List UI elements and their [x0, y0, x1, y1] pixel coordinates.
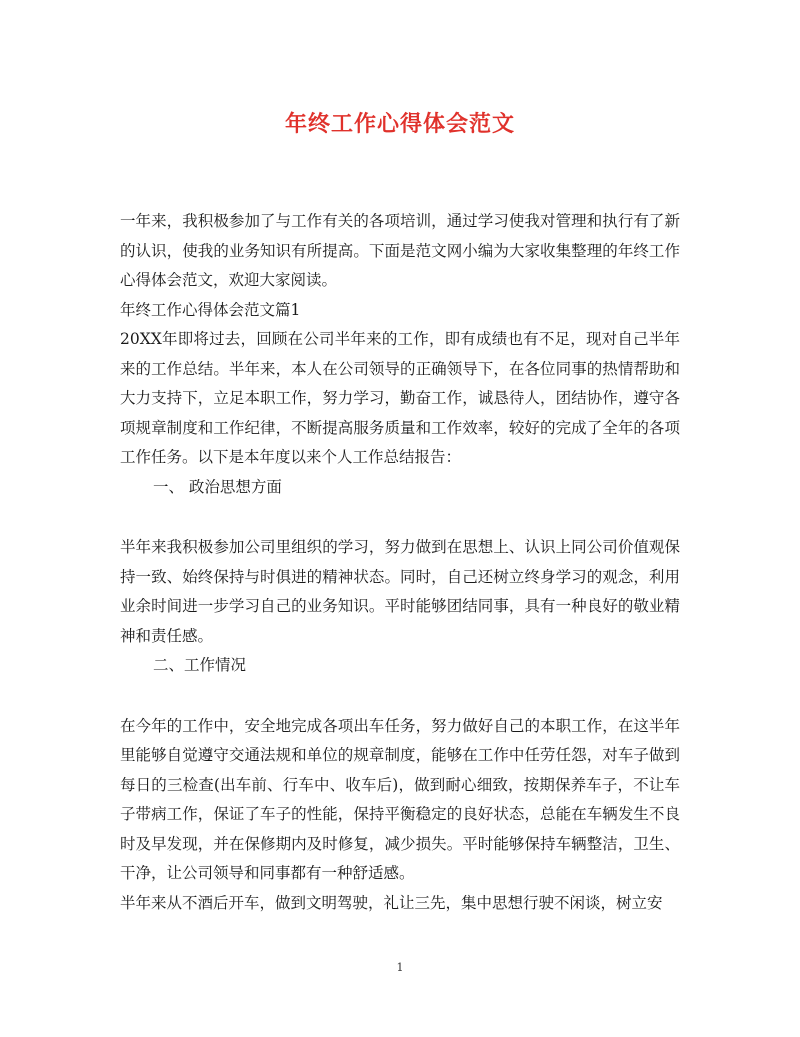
document-body — [120, 207, 680, 918]
page-number: 1 — [396, 961, 404, 974]
article-heading: 年终工作心得体会范文篇1 — [120, 300, 301, 319]
section-2-text-continued: 半年来从不酒后开车，做到文明驾驶，礼让三先，集中思想行驶不闲谈，树立安 — [120, 893, 663, 912]
intro-paragraph: 一年来，我积极参加了与工作有关的各项培训，通过学习使我对管理和执行有了新的认识，使我的业务知识有所提高。下面是范文网小编为大家收集整理的年终工作心得体会范文，欢迎大家阅读。 — [120, 212, 680, 289]
section-1-text: 半年来我积极参加公司里组织的学习，努力做到在思想上、认识上同公司价值观保持一致、始终保持与时俱进的精神状态。同时，自己还树立终身学习的观念，利用业余时间进一步学习自己的业务知识。平时能够团结同事，具有一种良好的敬业精神和责任感。 — [120, 538, 680, 645]
paragraph-1: 20XX年即将过去，回顾在公司半年来的工作，即有成绩也有不足，现对自己半年来的工作总结。半年来，本人在公司领导的正确领导下，在各位同事的热情帮助和大力支持下，立足本职工作，努力学习，勤奋工作，诚恳待人，团结协作，遵守各项规章制度和工作纪律，不断提高服务质量和工作效率，较好的完成了全年的各项工作任务。以下是本年度以来个人工作总结报告： — [120, 330, 680, 466]
section-2-heading: 二、工作情况 — [153, 656, 247, 674]
section-2-text: 在今年的工作中，安全地完成各项出车任务，努力做好自己的本职工作，在这半年里能够自觉遵守交通法规和单位的规章制度，能够在工作中任劳任怨，对车子做到每日的三检查(出车前、行车中、收车后)，做到耐心细致，按期保养车子，不让车子带病工作，保证了车子的性能，保持平衡稳定的良好状态，总能在车辆发生不良时及早发现，并在保修期内及时修复，减少损失。平时能够保持车辆整洁，卫生、干净，让公司领导和同事都有一种舒适感。 — [120, 716, 680, 882]
document-title: 年终工作心得体会范文 — [284, 111, 515, 137]
section-1-heading: 一、 政治思想方面 — [153, 477, 282, 496]
